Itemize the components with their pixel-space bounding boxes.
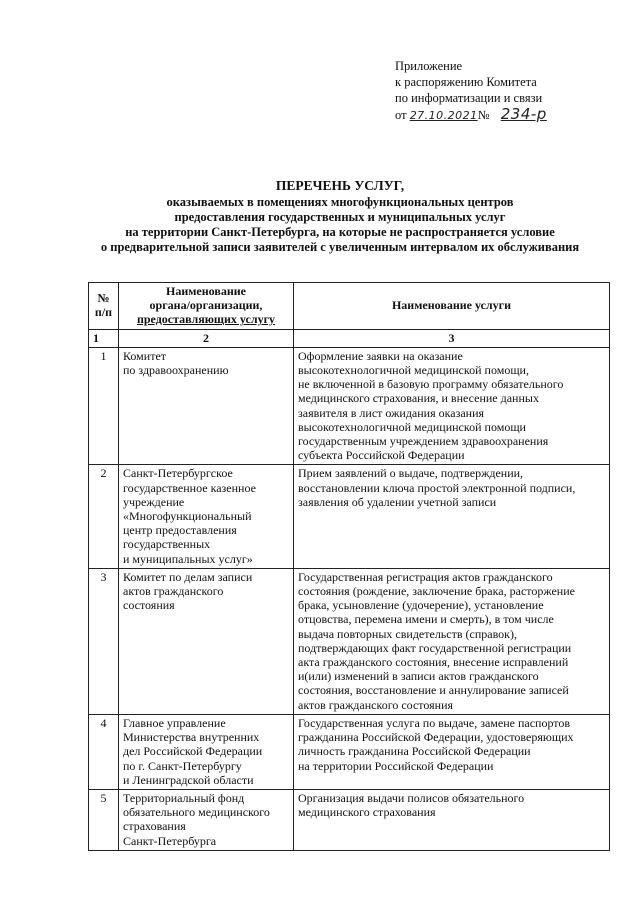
organization-line: Санкт-Петербурга: [123, 833, 217, 848]
service-line: высокотехнологичной медицинской помощи: [298, 419, 526, 434]
service-line: заявителя в лист ожидания оказания: [298, 405, 485, 420]
organization-line: состояния: [123, 598, 175, 613]
organization-line: по г. Санкт-Петербургу: [123, 758, 242, 773]
appendix-line-1: Приложение: [395, 59, 463, 73]
title-line: на территории Санкт-Петербурга, на которые не распространяется условие: [125, 225, 555, 239]
service-line: выдача повторных свидетельств (справок),: [298, 626, 517, 641]
row-service: [294, 347, 610, 465]
organization-line: центр предоставления: [123, 523, 237, 538]
title-line: оказываемых в помещениях многофункциональных центров: [166, 195, 514, 209]
appendix-line-3: по информатизации и связи: [395, 91, 543, 105]
organization-line: обязательного медицинского: [123, 805, 270, 820]
row-number: 3: [89, 568, 119, 714]
service-line: заявления об удалении учетной записи: [298, 494, 497, 509]
table-row: [89, 714, 610, 789]
service-line: актов гражданского состояния: [298, 697, 454, 712]
service-line: Организация выдачи полисов обязательного: [298, 790, 525, 805]
organization-line: страхования: [123, 819, 186, 834]
table-body: [89, 347, 610, 850]
appendix-number-label: №: [477, 108, 490, 122]
row-service: [294, 568, 610, 714]
column-number: 3: [294, 329, 610, 347]
row-service: [294, 789, 610, 850]
service-line: Государственная регистрация актов гражданского: [298, 569, 553, 584]
service-line: восстановлении ключа простой электронной подписи,: [298, 480, 576, 495]
row-organization: [119, 789, 294, 850]
column-number: 1: [89, 329, 119, 347]
row-organization: [119, 347, 294, 465]
title-main: ПЕРЕЧЕНЬ УСЛУГ,: [275, 178, 405, 193]
service-line: на территории Российской Федерации: [298, 758, 494, 773]
organization-line: государственное казенное: [123, 480, 256, 495]
service-line: состояния (рождение, заключение брака, расторжение: [298, 584, 575, 599]
header-org-line: органа/организации,: [149, 298, 263, 313]
document-title: [60, 178, 620, 255]
services-table: [88, 282, 610, 851]
table-row: [89, 568, 610, 714]
row-service: [294, 714, 610, 789]
handwritten-number: 234-р: [500, 105, 547, 123]
row-service: [294, 465, 610, 568]
service-line: высокотехнологичной медицинской помощи,: [298, 363, 529, 378]
service-line: отцовства, перемена имени и смерть), в том числе: [298, 612, 554, 627]
service-line: субъекта Российской Федерации: [298, 448, 465, 463]
service-line: не включенной в базовую программу обязательного: [298, 377, 564, 392]
service-line: личность гражданина Российской Федерации: [298, 744, 531, 759]
row-organization: [119, 568, 294, 714]
service-line: Прием заявлений о выдаче, подтверждении,: [298, 466, 524, 481]
service-line: государственным учреждением здравоохранения: [298, 434, 549, 449]
service-line: гражданина Российской Федерации, удостоверяющих: [298, 730, 574, 745]
table-header-row: [89, 283, 610, 330]
service-line: состояния, восстановление и аннулирование записей: [298, 683, 569, 698]
header-num: [89, 283, 119, 330]
service-line: медицинского страхования, и внесение данных: [298, 391, 539, 406]
service-line: медицинского страхования: [298, 805, 436, 820]
organization-line: Главное управление: [123, 715, 226, 730]
row-number: 5: [89, 789, 119, 850]
appendix-date-line: [395, 106, 595, 124]
service-line: брака, усыновление (удочерение), установление: [298, 598, 544, 613]
row-organization: [119, 465, 294, 568]
header-num-line: п/п: [94, 305, 113, 320]
header-org-line: Наименование: [166, 284, 246, 298]
organization-line: по здравоохранению: [123, 363, 229, 378]
title-line: о предварительной записи заявителей с увеличенным интервалом их обслуживания: [100, 240, 580, 254]
header-org-line: предоставляющих услугу: [136, 312, 276, 327]
service-line: Оформление заявки на оказание: [298, 348, 463, 363]
table-row: [89, 347, 610, 465]
organization-line: Санкт-Петербургское: [123, 466, 233, 481]
row-number: 2: [89, 465, 119, 568]
organization-line: и Ленинградской области: [123, 772, 254, 787]
title-line: предоставления государственных и муниципальных услуг: [174, 210, 506, 224]
service-line: подтверждающих факт государственной регистрации: [298, 640, 572, 655]
organization-line: учреждение: [123, 494, 185, 509]
row-organization: [119, 714, 294, 789]
organization-line: и муниципальных услуг»: [123, 551, 253, 566]
appendix-from-label: от: [395, 108, 407, 122]
header-num-line: №: [97, 291, 110, 306]
organization-line: «Многофункциональный: [123, 509, 252, 524]
service-line: Государственная услуга по выдаче, замене паспортов: [298, 715, 571, 730]
table-row: [89, 789, 610, 850]
organization-line: актов гражданского: [123, 584, 224, 599]
organization-line: Министерства внутренних: [123, 730, 260, 745]
handwritten-date: 27.10.2021: [409, 109, 478, 122]
table-row: [89, 465, 610, 568]
organization-line: Комитет по делам записи: [123, 569, 253, 584]
row-number: 4: [89, 714, 119, 789]
header-org: [119, 283, 294, 330]
service-line: и(или) изменений в записи актов гражданского: [298, 669, 539, 684]
column-number-row: [89, 329, 610, 347]
row-number: 1: [89, 347, 119, 465]
header-service: Наименование услуги: [294, 283, 610, 330]
appendix-block: [395, 58, 595, 124]
organization-line: дел Российской Федерации: [123, 744, 263, 759]
organization-line: государственных: [123, 537, 211, 552]
column-number: 2: [119, 329, 294, 347]
organization-line: Территориальный фонд: [123, 790, 245, 805]
organization-line: Комитет: [123, 348, 167, 363]
service-line: акта гражданского состояния, внесение исправлений: [298, 655, 569, 670]
appendix-line-2: к распоряжению Комитета: [395, 75, 537, 89]
